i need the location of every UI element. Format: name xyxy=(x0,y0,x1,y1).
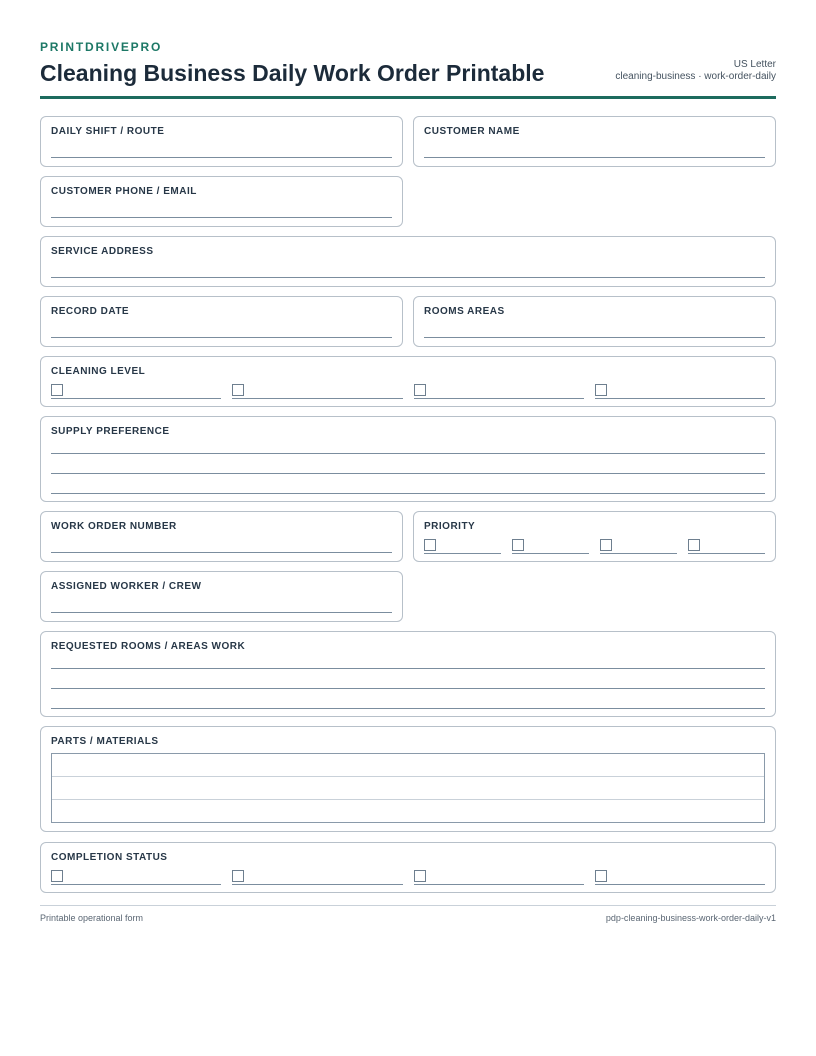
checkbox-option xyxy=(688,539,765,554)
checkbox-option xyxy=(595,870,765,885)
write-line[interactable] xyxy=(51,217,392,218)
table-row[interactable] xyxy=(52,800,764,823)
field-label: CLEANING LEVEL xyxy=(51,366,146,377)
checkbox-group xyxy=(424,539,765,553)
checkbox[interactable] xyxy=(600,539,612,551)
checkbox-option xyxy=(232,384,402,399)
field-label: PRIORITY xyxy=(424,521,476,532)
checkbox-option xyxy=(512,539,589,554)
write-line[interactable] xyxy=(424,157,765,158)
header-rule xyxy=(40,96,776,99)
checkbox-option xyxy=(51,384,221,399)
paper-size: US Letter xyxy=(733,59,776,70)
checkbox-option xyxy=(414,870,584,885)
field-service-address xyxy=(40,236,776,287)
checkbox[interactable] xyxy=(424,539,436,551)
field-priority xyxy=(413,511,776,562)
field-customer-phone xyxy=(40,176,403,227)
table-row[interactable] xyxy=(52,754,764,777)
checkbox-group xyxy=(51,384,765,398)
write-line[interactable] xyxy=(51,473,765,474)
checkbox-option xyxy=(600,539,677,554)
field-requested-work xyxy=(40,631,776,717)
field-label: PARTS / MATERIALS xyxy=(51,736,159,747)
checkbox-option xyxy=(51,870,221,885)
checkbox[interactable] xyxy=(232,384,244,396)
checkbox-option xyxy=(424,539,501,554)
checkbox[interactable] xyxy=(414,384,426,396)
write-line[interactable] xyxy=(51,552,392,553)
checkbox-option xyxy=(414,384,584,399)
write-line[interactable] xyxy=(51,453,765,454)
field-cleaning-level xyxy=(40,356,776,407)
checkbox-option xyxy=(595,384,765,399)
field-label: WORK ORDER NUMBER xyxy=(51,521,177,532)
form-header xyxy=(40,40,776,87)
form-id: pdp-cleaning-business-work-order-daily-v1 xyxy=(605,913,776,923)
field-rooms-areas xyxy=(413,296,776,347)
field-record-date xyxy=(40,296,403,347)
field-label: CUSTOMER NAME xyxy=(424,126,520,137)
field-label: CUSTOMER PHONE / EMAIL xyxy=(51,186,197,197)
field-label: SERVICE ADDRESS xyxy=(51,246,154,257)
checkbox[interactable] xyxy=(232,870,244,882)
checkbox[interactable] xyxy=(512,539,524,551)
paper-meta xyxy=(615,59,776,83)
field-parts-materials xyxy=(40,726,776,832)
field-daily-shift xyxy=(40,116,403,167)
write-line[interactable] xyxy=(51,688,765,689)
checkbox[interactable] xyxy=(51,870,63,882)
checkbox[interactable] xyxy=(595,870,607,882)
field-assigned-worker xyxy=(40,571,403,622)
field-label: DAILY SHIFT / ROUTE xyxy=(51,126,165,137)
field-supply-preference xyxy=(40,416,776,502)
field-customer-name xyxy=(413,116,776,167)
checkbox[interactable] xyxy=(595,384,607,396)
write-line[interactable] xyxy=(51,493,765,494)
checkbox-option xyxy=(232,870,402,885)
brand-name: PRINTDRIVEPRO xyxy=(40,40,163,54)
field-label: ROOMS AREAS xyxy=(424,306,505,317)
field-completion-status xyxy=(40,842,776,893)
materials-table xyxy=(51,753,765,823)
checkbox-group xyxy=(51,870,765,884)
write-line[interactable] xyxy=(51,708,765,709)
write-line[interactable] xyxy=(424,337,765,338)
write-line[interactable] xyxy=(51,157,392,158)
checkbox[interactable] xyxy=(688,539,700,551)
write-line[interactable] xyxy=(51,277,765,278)
field-label: REQUESTED ROOMS / AREAS WORK xyxy=(51,641,246,652)
field-work-order-number xyxy=(40,511,403,562)
footer-divider xyxy=(40,905,776,906)
page-title: Cleaning Business Daily Work Order Printable xyxy=(40,60,545,86)
field-label: ASSIGNED WORKER / CREW xyxy=(51,581,202,592)
field-label: SUPPLY PREFERENCE xyxy=(51,426,170,437)
table-row[interactable] xyxy=(52,777,764,800)
write-line[interactable] xyxy=(51,337,392,338)
field-label: COMPLETION STATUS xyxy=(51,852,168,863)
write-line[interactable] xyxy=(51,668,765,669)
write-line[interactable] xyxy=(51,612,392,613)
footer-note: Printable operational form xyxy=(40,913,144,923)
field-label: RECORD DATE xyxy=(51,306,130,317)
checkbox[interactable] xyxy=(414,870,426,882)
checkbox[interactable] xyxy=(51,384,63,396)
form-slug: cleaning-business · work-order-daily xyxy=(615,71,776,82)
